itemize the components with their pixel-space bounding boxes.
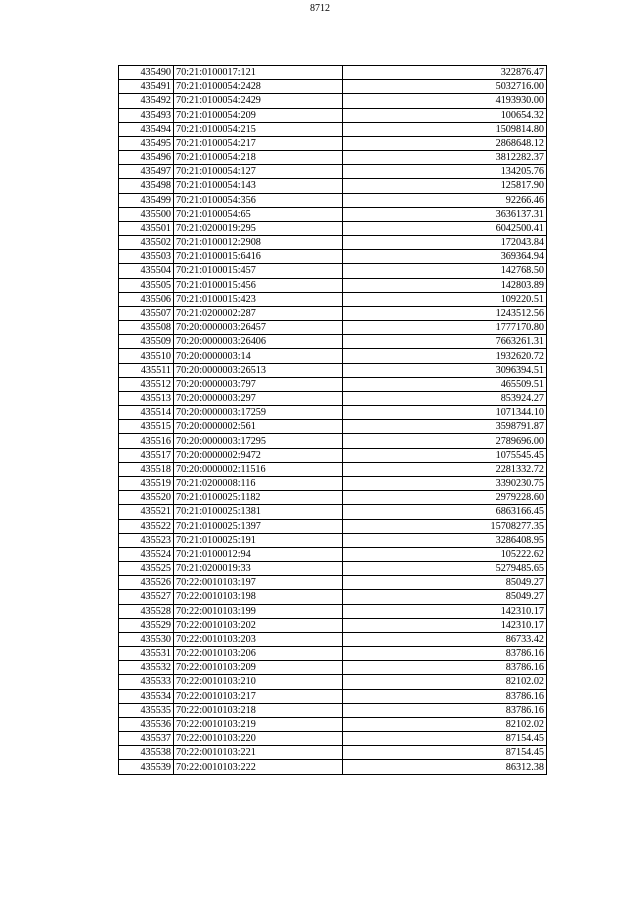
- cadastral-value-cell: 82102.02: [343, 675, 547, 689]
- cadastral-value-cell: 1243512.56: [343, 306, 547, 320]
- row-number-cell: 435511: [119, 363, 174, 377]
- table-row: [119, 491, 547, 505]
- row-number-cell: 435498: [119, 179, 174, 193]
- cadastral-value-cell: 3096394.51: [343, 363, 547, 377]
- cadastral-number-cell: 70:21:0100054:2428: [174, 80, 343, 94]
- row-number-cell: 435538: [119, 746, 174, 760]
- table-row: [119, 632, 547, 646]
- cadastral-value-cell: 86312.38: [343, 760, 547, 774]
- cadastral-value-cell: 134205.76: [343, 165, 547, 179]
- table-row: [119, 675, 547, 689]
- cadastral-value-table: [118, 65, 547, 775]
- table-row: [119, 221, 547, 235]
- cadastral-value-cell: 92266.46: [343, 193, 547, 207]
- row-number-cell: 435524: [119, 547, 174, 561]
- row-number-cell: 435494: [119, 122, 174, 136]
- cadastral-number-cell: 70:21:0200019:295: [174, 221, 343, 235]
- cadastral-value-cell: 853924.27: [343, 391, 547, 405]
- table-row: [119, 377, 547, 391]
- row-number-cell: 435510: [119, 349, 174, 363]
- row-number-cell: 435513: [119, 391, 174, 405]
- table-row: [119, 547, 547, 561]
- table-row: [119, 760, 547, 774]
- row-number-cell: 435526: [119, 576, 174, 590]
- row-number-cell: 435504: [119, 264, 174, 278]
- cadastral-number-cell: 70:20:0000003:26457: [174, 321, 343, 335]
- cadastral-number-cell: 70:22:0010103:221: [174, 746, 343, 760]
- cadastral-value-cell: 2979228.60: [343, 491, 547, 505]
- cadastral-number-cell: 70:20:0000003:26406: [174, 335, 343, 349]
- table-row: [119, 292, 547, 306]
- cadastral-number-cell: 70:20:0000003:17259: [174, 406, 343, 420]
- cadastral-value-cell: 4193930.00: [343, 94, 547, 108]
- row-number-cell: 435509: [119, 335, 174, 349]
- table-row: [119, 703, 547, 717]
- cadastral-value-cell: 87154.45: [343, 732, 547, 746]
- cadastral-value-cell: 87154.45: [343, 746, 547, 760]
- row-number-cell: 435499: [119, 193, 174, 207]
- row-number-cell: 435537: [119, 732, 174, 746]
- row-number-cell: 435528: [119, 604, 174, 618]
- row-number-cell: 435533: [119, 675, 174, 689]
- row-number-cell: 435506: [119, 292, 174, 306]
- row-number-cell: 435531: [119, 647, 174, 661]
- cadastral-number-cell: 70:21:0100015:456: [174, 278, 343, 292]
- cadastral-number-cell: 70:21:0100025:191: [174, 533, 343, 547]
- cadastral-number-cell: 70:21:0100015:457: [174, 264, 343, 278]
- table-row: [119, 618, 547, 632]
- cadastral-value-cell: 5032716.00: [343, 80, 547, 94]
- cadastral-number-cell: 70:21:0100017:121: [174, 66, 343, 80]
- row-number-cell: 435517: [119, 448, 174, 462]
- row-number-cell: 435515: [119, 420, 174, 434]
- cadastral-number-cell: 70:22:0010103:209: [174, 661, 343, 675]
- table-row: [119, 746, 547, 760]
- table-row: [119, 391, 547, 405]
- cadastral-value-cell: 85049.27: [343, 590, 547, 604]
- cadastral-value-cell: 83786.16: [343, 703, 547, 717]
- cadastral-value-cell: 1071344.10: [343, 406, 547, 420]
- cadastral-value-cell: 3286408.95: [343, 533, 547, 547]
- row-number-cell: 435507: [119, 306, 174, 320]
- cadastral-number-cell: 70:21:0100054:65: [174, 207, 343, 221]
- cadastral-value-cell: 3812282.37: [343, 151, 547, 165]
- cadastral-value-cell: 2281332.72: [343, 462, 547, 476]
- row-number-cell: 435508: [119, 321, 174, 335]
- cadastral-number-cell: 70:21:0100025:1381: [174, 505, 343, 519]
- row-number-cell: 435505: [119, 278, 174, 292]
- table-row: [119, 661, 547, 675]
- cadastral-value-cell: 142768.50: [343, 264, 547, 278]
- table-row: [119, 647, 547, 661]
- cadastral-value-cell: 5279485.65: [343, 562, 547, 576]
- row-number-cell: 435495: [119, 136, 174, 150]
- cadastral-value-cell: 85049.27: [343, 576, 547, 590]
- row-number-cell: 435500: [119, 207, 174, 221]
- cadastral-value-cell: 86733.42: [343, 632, 547, 646]
- cadastral-value-cell: 82102.02: [343, 717, 547, 731]
- cadastral-value-cell: 3390230.75: [343, 476, 547, 490]
- table-row: [119, 179, 547, 193]
- row-number-cell: 435514: [119, 406, 174, 420]
- cadastral-number-cell: 70:20:0000003:297: [174, 391, 343, 405]
- row-number-cell: 435512: [119, 377, 174, 391]
- row-number-cell: 435519: [119, 476, 174, 490]
- cadastral-value-cell: 1509814.80: [343, 122, 547, 136]
- cadastral-number-cell: 70:22:0010103:219: [174, 717, 343, 731]
- row-number-cell: 435490: [119, 66, 174, 80]
- cadastral-value-cell: 1932620.72: [343, 349, 547, 363]
- row-number-cell: 435520: [119, 491, 174, 505]
- cadastral-number-cell: 70:20:0000003:17295: [174, 434, 343, 448]
- table-row: [119, 207, 547, 221]
- table-row: [119, 448, 547, 462]
- table-row: [119, 94, 547, 108]
- table-row: [119, 434, 547, 448]
- cadastral-number-cell: 70:20:0000003:14: [174, 349, 343, 363]
- cadastral-number-cell: 70:22:0010103:218: [174, 703, 343, 717]
- cadastral-value-cell: 105222.62: [343, 547, 547, 561]
- table-row: [119, 250, 547, 264]
- cadastral-number-cell: 70:21:0100054:217: [174, 136, 343, 150]
- row-number-cell: 435492: [119, 94, 174, 108]
- cadastral-number-cell: 70:21:0200019:33: [174, 562, 343, 576]
- table-row: [119, 519, 547, 533]
- table-row: [119, 108, 547, 122]
- table-row: [119, 406, 547, 420]
- cadastral-number-cell: 70:22:0010103:222: [174, 760, 343, 774]
- row-number-cell: 435502: [119, 236, 174, 250]
- cadastral-value-cell: 322876.47: [343, 66, 547, 80]
- table-row: [119, 80, 547, 94]
- cadastral-value-cell: 6042500.41: [343, 221, 547, 235]
- cadastral-value-cell: 172043.84: [343, 236, 547, 250]
- cadastral-value-cell: 100654.32: [343, 108, 547, 122]
- table-row: [119, 363, 547, 377]
- row-number-cell: 435530: [119, 632, 174, 646]
- row-number-cell: 435496: [119, 151, 174, 165]
- table-row: [119, 193, 547, 207]
- row-number-cell: 435491: [119, 80, 174, 94]
- row-number-cell: 435529: [119, 618, 174, 632]
- table-row: [119, 505, 547, 519]
- table-row: [119, 576, 547, 590]
- cadastral-number-cell: 70:21:0200008:116: [174, 476, 343, 490]
- row-number-cell: 435534: [119, 689, 174, 703]
- cadastral-value-cell: 369364.94: [343, 250, 547, 264]
- cadastral-number-cell: 70:22:0010103:206: [174, 647, 343, 661]
- row-number-cell: 435523: [119, 533, 174, 547]
- row-number-cell: 435522: [119, 519, 174, 533]
- table-row: [119, 278, 547, 292]
- table-row: [119, 306, 547, 320]
- cadastral-number-cell: 70:20:0000002:11516: [174, 462, 343, 476]
- cadastral-number-cell: 70:22:0010103:202: [174, 618, 343, 632]
- row-number-cell: 435501: [119, 221, 174, 235]
- cadastral-number-cell: 70:22:0010103:203: [174, 632, 343, 646]
- table-row: [119, 689, 547, 703]
- row-number-cell: 435516: [119, 434, 174, 448]
- cadastral-number-cell: 70:21:0100025:1182: [174, 491, 343, 505]
- cadastral-value-cell: 7663261.31: [343, 335, 547, 349]
- cadastral-number-cell: 70:22:0010103:220: [174, 732, 343, 746]
- table-row: [119, 732, 547, 746]
- cadastral-number-cell: 70:21:0100054:127: [174, 165, 343, 179]
- cadastral-value-cell: 3598791.87: [343, 420, 547, 434]
- cadastral-value-cell: 2789696.00: [343, 434, 547, 448]
- table-row: [119, 604, 547, 618]
- cadastral-value-cell: 1777170.80: [343, 321, 547, 335]
- table-row: [119, 236, 547, 250]
- cadastral-number-cell: 70:21:0100012:94: [174, 547, 343, 561]
- cadastral-value-cell: 109220.51: [343, 292, 547, 306]
- cadastral-value-cell: 465509.51: [343, 377, 547, 391]
- table-row: [119, 165, 547, 179]
- table-row: [119, 476, 547, 490]
- table-row: [119, 590, 547, 604]
- cadastral-value-cell: 15708277.35: [343, 519, 547, 533]
- table-row: [119, 321, 547, 335]
- row-number-cell: 435493: [119, 108, 174, 122]
- page-number: 8712: [310, 3, 330, 14]
- cadastral-value-cell: 2868648.12: [343, 136, 547, 150]
- cadastral-number-cell: 70:22:0010103:197: [174, 576, 343, 590]
- table-row: [119, 136, 547, 150]
- table-row: [119, 462, 547, 476]
- table-row: [119, 66, 547, 80]
- row-number-cell: 435525: [119, 562, 174, 576]
- row-number-cell: 435497: [119, 165, 174, 179]
- row-number-cell: 435503: [119, 250, 174, 264]
- table-row: [119, 335, 547, 349]
- table-row: [119, 562, 547, 576]
- cadastral-number-cell: 70:21:0100054:143: [174, 179, 343, 193]
- cadastral-number-cell: 70:21:0100025:1397: [174, 519, 343, 533]
- row-number-cell: 435536: [119, 717, 174, 731]
- table-row: [119, 151, 547, 165]
- cadastral-number-cell: 70:20:0000003:26513: [174, 363, 343, 377]
- cadastral-number-cell: 70:22:0010103:198: [174, 590, 343, 604]
- table-row: [119, 349, 547, 363]
- row-number-cell: 435518: [119, 462, 174, 476]
- cadastral-number-cell: 70:22:0010103:199: [174, 604, 343, 618]
- cadastral-value-cell: 3636137.31: [343, 207, 547, 221]
- cadastral-number-cell: 70:21:0100015:423: [174, 292, 343, 306]
- cadastral-number-cell: 70:21:0100054:356: [174, 193, 343, 207]
- cadastral-number-cell: 70:21:0200002:287: [174, 306, 343, 320]
- table-row: [119, 420, 547, 434]
- row-number-cell: 435532: [119, 661, 174, 675]
- cadastral-value-cell: 125817.90: [343, 179, 547, 193]
- cadastral-number-cell: 70:21:0100054:209: [174, 108, 343, 122]
- table-body: [119, 66, 547, 775]
- cadastral-value-cell: 1075545.45: [343, 448, 547, 462]
- cadastral-number-cell: 70:21:0100054:2429: [174, 94, 343, 108]
- cadastral-number-cell: 70:21:0100054:218: [174, 151, 343, 165]
- cadastral-value-cell: 83786.16: [343, 689, 547, 703]
- cadastral-value-cell: 142310.17: [343, 618, 547, 632]
- cadastral-number-cell: 70:21:0100015:6416: [174, 250, 343, 264]
- row-number-cell: 435539: [119, 760, 174, 774]
- table-row: [119, 533, 547, 547]
- row-number-cell: 435535: [119, 703, 174, 717]
- cadastral-number-cell: 70:22:0010103:217: [174, 689, 343, 703]
- cadastral-number-cell: 70:20:0000002:561: [174, 420, 343, 434]
- cadastral-value-cell: 142310.17: [343, 604, 547, 618]
- cadastral-number-cell: 70:20:0000003:797: [174, 377, 343, 391]
- cadastral-number-cell: 70:20:0000002:9472: [174, 448, 343, 462]
- table-row: [119, 717, 547, 731]
- row-number-cell: 435521: [119, 505, 174, 519]
- cadastral-value-cell: 6863166.45: [343, 505, 547, 519]
- cadastral-number-cell: 70:21:0100012:2908: [174, 236, 343, 250]
- table-row: [119, 122, 547, 136]
- cadastral-value-cell: 83786.16: [343, 647, 547, 661]
- table-row: [119, 264, 547, 278]
- cadastral-number-cell: 70:22:0010103:210: [174, 675, 343, 689]
- cadastral-value-cell: 142803.89: [343, 278, 547, 292]
- cadastral-number-cell: 70:21:0100054:215: [174, 122, 343, 136]
- row-number-cell: 435527: [119, 590, 174, 604]
- cadastral-value-cell: 83786.16: [343, 661, 547, 675]
